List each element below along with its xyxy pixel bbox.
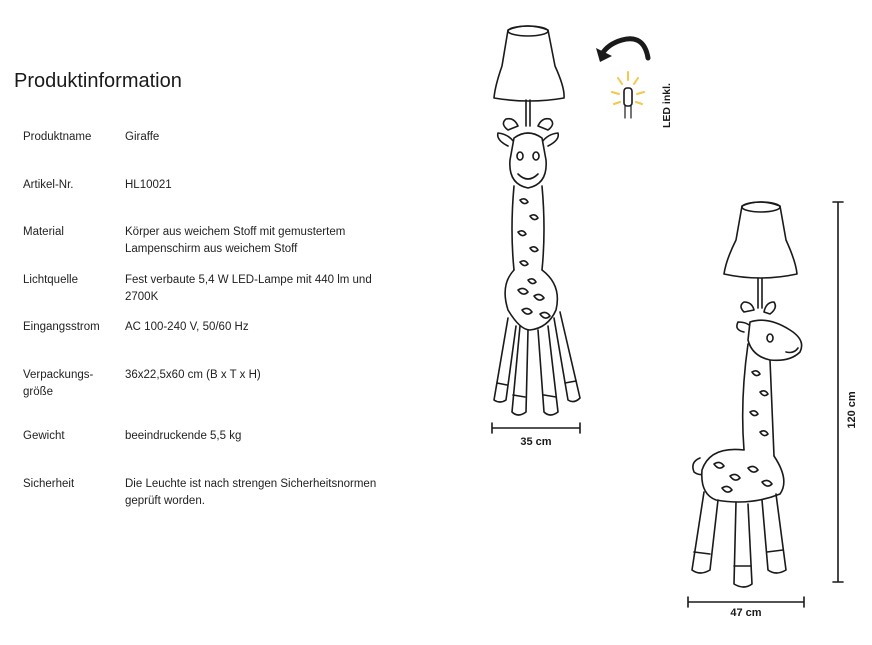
spec-value: HL10021 — [125, 179, 172, 191]
led-included-label: LED inkl. — [661, 83, 673, 128]
spec-label: Eingangsstrom — [23, 321, 100, 333]
spec-value: beeindruckende 5,5 kg — [125, 430, 242, 442]
giraffe-side-view — [692, 202, 802, 587]
spec-value: Die Leuchte ist nach strengen Sicherheitsnormen geprüft worden. — [125, 478, 377, 507]
spec-value: Giraffe — [125, 131, 160, 143]
spec-value: AC 100-240 V, 50/60 Hz — [125, 321, 249, 333]
spec-label: Produktname — [23, 131, 92, 143]
front-width-label: 35 cm — [520, 436, 552, 448]
spec-label: Gewicht — [23, 430, 65, 442]
side-width-label: 47 cm — [730, 607, 762, 619]
spec-value: Körper aus weichem Stoff mit gemustertem Lampenschirm aus weichem Stoff — [125, 226, 346, 255]
spec-value: Fest verbaute 5,4 W LED-Lampe mit 440 lm und 2700K — [125, 274, 372, 303]
height-label: 120 cm — [846, 391, 858, 429]
giraffe-front-view — [494, 26, 580, 415]
led-bulb-icon — [612, 72, 644, 118]
spec-label: Lichtquelle — [23, 274, 78, 286]
section-title: Produktinformation — [14, 70, 182, 92]
height-dimension-line — [833, 202, 843, 582]
spec-label: Verpackungs-größe — [23, 369, 94, 398]
side-width-dimension-line — [688, 597, 804, 607]
spec-label: Material — [23, 226, 64, 238]
spec-label: Artikel-Nr. — [23, 179, 74, 191]
spec-label: Sicherheit — [23, 478, 75, 490]
spec-value: 36x22,5x60 cm (B x T x H) — [125, 369, 261, 381]
front-width-dimension-line — [492, 423, 580, 433]
